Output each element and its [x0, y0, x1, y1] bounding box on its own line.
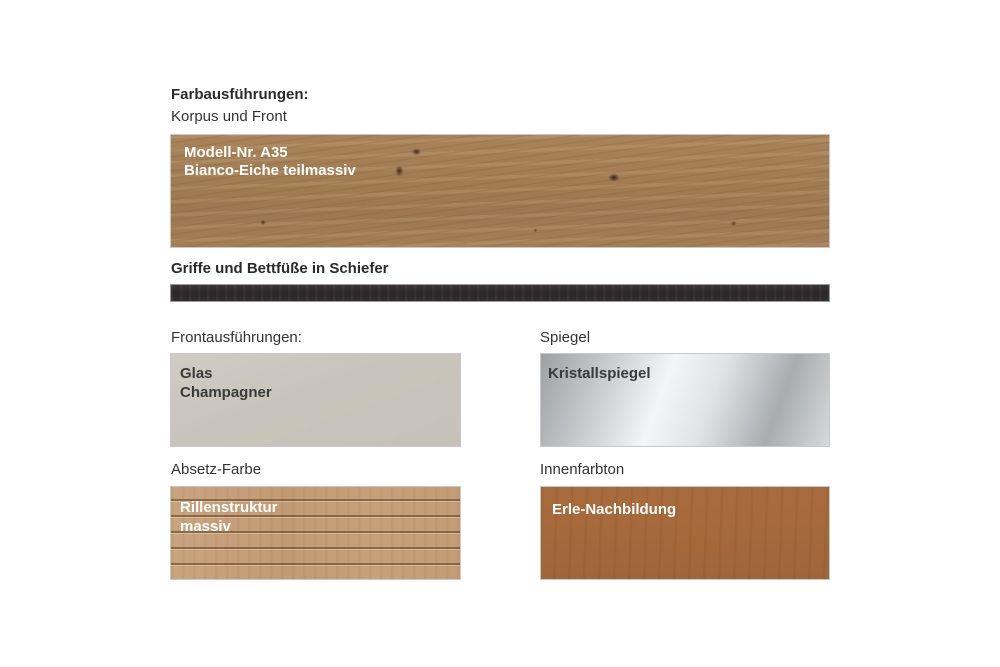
grooved-label-line2: massiv	[180, 518, 231, 535]
section-title: Farbausführungen:	[171, 86, 309, 103]
section-subtitle: Korpus und Front	[171, 108, 287, 125]
grooved-wood-swatch	[170, 486, 461, 580]
glass-label-line1: Glas	[180, 365, 213, 382]
oak-model-label: Modell-Nr. A35	[184, 144, 288, 161]
front-label: Frontausführungen:	[171, 329, 302, 346]
grooved-label-line1: Rillenstruktur	[180, 499, 278, 516]
slate-swatch	[170, 284, 830, 302]
handles-title: Griffe und Bettfüße in Schiefer	[171, 260, 389, 277]
alder-swatch	[540, 486, 830, 580]
mirror-swatch	[540, 353, 830, 447]
oak-swatch	[170, 134, 830, 248]
mirror-swatch-label: Kristallspiegel	[548, 365, 651, 382]
glass-swatch	[170, 353, 461, 447]
oak-finish-label: Bianco-Eiche teilmassiv	[184, 162, 356, 179]
alder-swatch-label: Erle-Nachbildung	[552, 501, 677, 518]
mirror-label: Spiegel	[540, 329, 591, 346]
accent-label: Absetz-Farbe	[171, 461, 262, 478]
interior-label: Innenfarbton	[540, 461, 625, 478]
glass-label-line2: Champagner	[180, 384, 272, 401]
